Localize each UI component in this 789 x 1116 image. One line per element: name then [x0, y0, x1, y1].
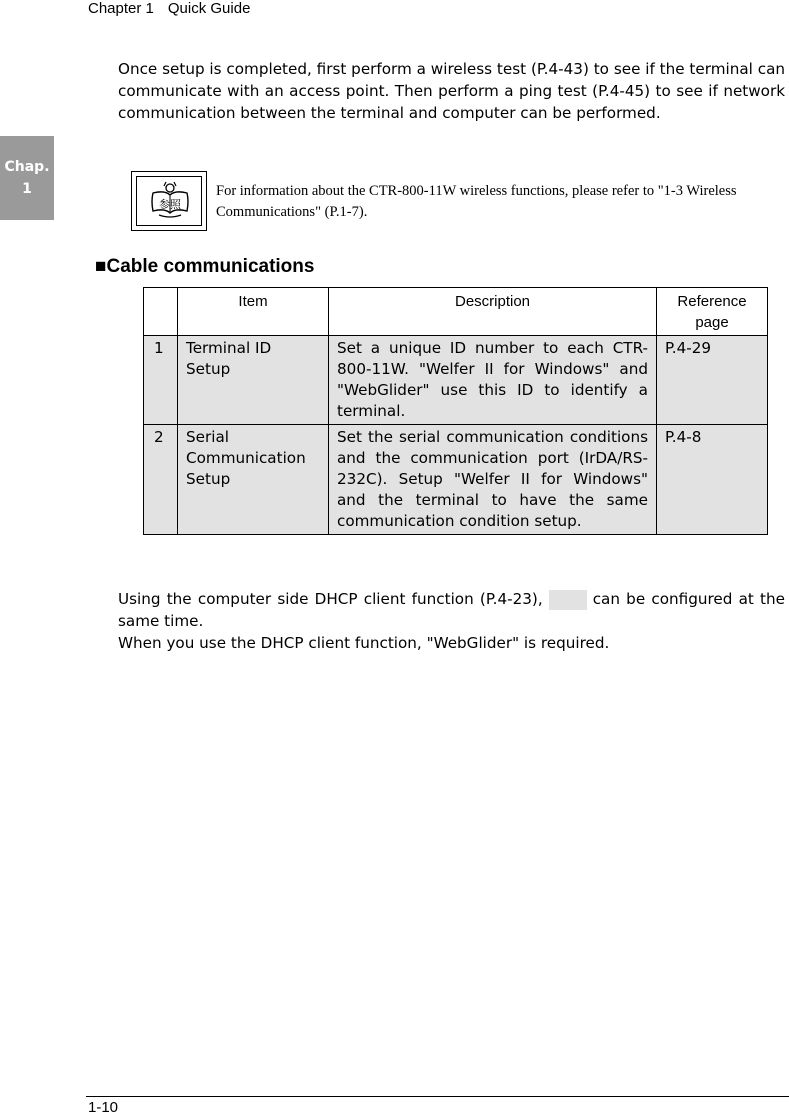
row-item: Serial Communication Setup — [178, 425, 329, 535]
row-number: 2 — [144, 425, 178, 535]
cable-settings-table — [143, 287, 768, 535]
table-row — [144, 425, 768, 535]
row-reference-page: P.4-29 — [657, 336, 768, 425]
reference-book-icon — [137, 177, 203, 227]
row-description: Set a unique ID number to each CTR-800-11W. "Welfer II for Windows" and "WebGlider" use this ID to identify a terminal. — [329, 336, 657, 425]
page-header — [88, 0, 250, 17]
intro-paragraph: Once setup is completed, first perform a wireless test (P.4-43) to see if the terminal can communicate with an access point. Then perform a ping test (P.4-45) to see if network communication between the terminal and computer can be performed. — [118, 60, 785, 122]
row-reference-page: P.4-8 — [657, 425, 768, 535]
dhcp-text-after: can be configured at the same time. — [118, 590, 785, 630]
chapter-label: Chapter 1 — [88, 0, 154, 17]
chapter-tab-number: 1 — [22, 181, 32, 197]
chapter-tab — [0, 136, 54, 220]
dhcp-paragraph — [118, 588, 785, 632]
reference-note: For information about the CTR-800-11W wireless functions, please refer to "1-3 Wireless Communications" (P.1-7). — [216, 183, 737, 220]
footer-divider — [86, 1096, 789, 1097]
row-item: Terminal ID Setup — [178, 336, 329, 425]
reference-icon-box — [131, 171, 207, 231]
chapter-tab-label: Chap. — [4, 159, 50, 175]
page-number: 1-10 — [88, 1099, 119, 1116]
row-number: 1 — [144, 336, 178, 425]
redacted-placeholder — [549, 590, 587, 610]
table-header-number — [144, 288, 178, 336]
dhcp-text-before: Using the computer side DHCP client function (P.4-23), — [118, 590, 543, 608]
row-description: Set the serial communication conditions and the communication port (IrDA/RS-232C). Setup "Welfer II for Windows" and the terminal to have the same communication condition setup. — [329, 425, 657, 535]
table-header-description: Description — [329, 288, 657, 336]
section-title: ■Cable communications — [95, 256, 315, 277]
table-header-reference: Reference page — [657, 288, 768, 336]
table-header-item: Item — [178, 288, 329, 336]
reference-icon-text: 参照 — [159, 198, 181, 211]
table-header-row — [144, 288, 768, 336]
table-row — [144, 336, 768, 425]
chapter-title: Quick Guide — [167, 0, 251, 17]
dhcp-requirement-paragraph: When you use the DHCP client function, "WebGlider" is required. — [118, 634, 610, 652]
